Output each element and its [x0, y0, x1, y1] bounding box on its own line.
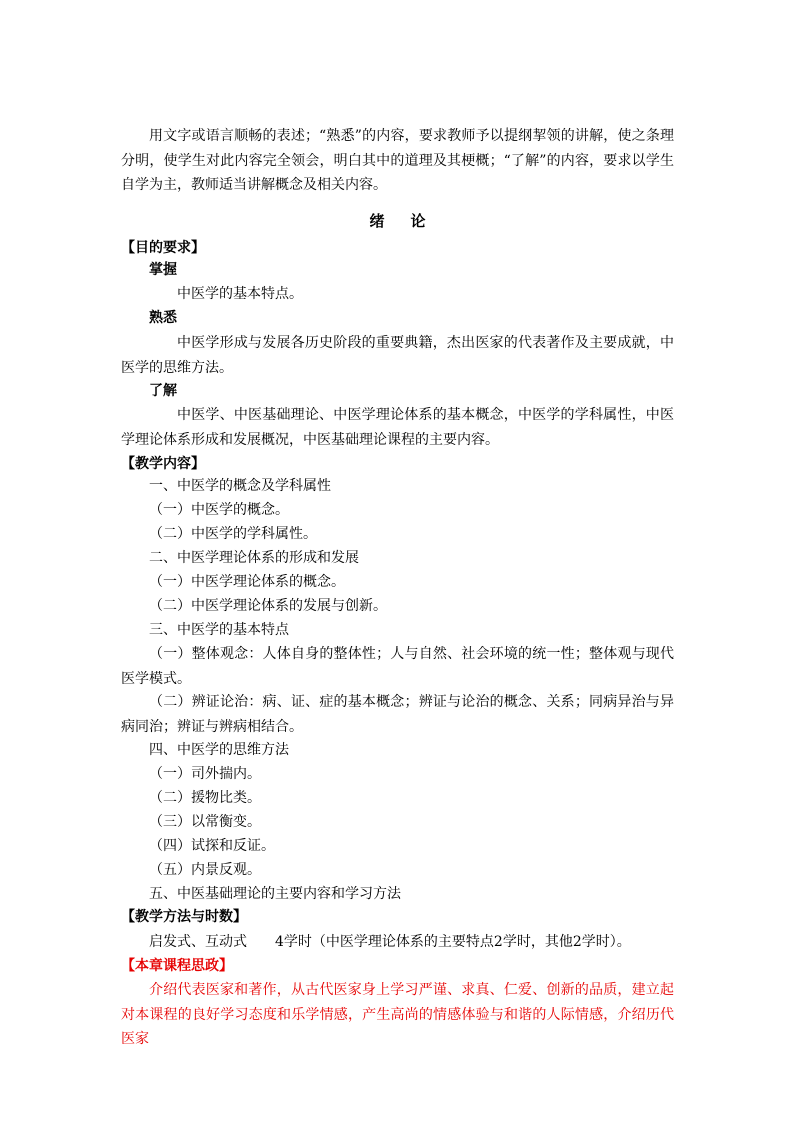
master-label: 掌握 [149, 262, 177, 278]
chapter-title: 绪论 [369, 212, 452, 230]
content-item: （一）司外揣内。 [149, 766, 261, 782]
content-item: （一）整体观念：人体自身的整体性；人与自然、社会环境的统一性；整体观与现代医学模式。 [121, 646, 674, 687]
master-text: 中医学的基本特点。 [177, 286, 303, 302]
content-item: （四）试探和反证。 [149, 838, 275, 854]
intro-paragraph: 用文字或语言顺畅的表述；“熟悉”的内容，要求教师予以提纲挈领的讲解，使之条理分明，使学生对此内容完全领会，明白其中的道理及其梗概；“了解”的内容，要求以学生自学为主，教师适当讲解概念及相关内容。 [121, 128, 674, 193]
understand-text: 中医学、中医基础理论、中医学理论体系的基本概念，中医学的学科属性，中医学理论体系形成和发展概况，中医基础理论课程的主要内容。 [121, 407, 674, 448]
content-item: （三）以常衡变。 [149, 814, 261, 830]
familiar-label: 熟悉 [149, 310, 177, 326]
content-item: （二）辨证论治：病、证、症的基本概念；辨证与论治的概念、关系；同病异治与异病同治；辨证与辨病相结合。 [121, 694, 674, 735]
content-item: （一）中医学的概念。 [149, 502, 289, 518]
content-item: （二）援物比类。 [149, 790, 261, 806]
understand-label: 了解 [149, 383, 177, 399]
content-item: 三、中医学的基本特点 [149, 622, 289, 638]
methods-text: 启发式、互动式 4学时（中医学理论体系的主要特点2学时，其他2学时）。 [149, 934, 631, 950]
methods-heading: 【教学方法与时数】 [121, 909, 247, 925]
content-item: 一、中医学的概念及学科属性 [149, 478, 331, 494]
content-item: （二）中医学理论体系的发展与创新。 [149, 598, 387, 614]
content-item: （二）中医学的学科属性。 [149, 526, 317, 542]
ideology-heading: 【本章课程思政】 [121, 958, 233, 974]
content-heading: 【教学内容】 [121, 456, 205, 472]
content-item: （一）中医学理论体系的概念。 [149, 574, 345, 590]
content-item: 四、中医学的思维方法 [149, 742, 289, 758]
content-item: 二、中医学理论体系的形成和发展 [149, 550, 359, 566]
objectives-heading: 【目的要求】 [121, 240, 205, 256]
familiar-text: 中医学形成与发展各历史阶段的重要典籍，杰出医家的代表著作及主要成就，中医学的思维方法。 [121, 335, 674, 376]
ideology-text: 介绍代表医家和著作，从古代医家身上学习严谨、求真、仁爱、创新的品质，建立起对本课程的良好学习态度和乐学情感，产生高尚的情感体验与和谐的人际情感，介绍历代医家 [121, 982, 674, 1047]
content-item: 五、中医基础理论的主要内容和学习方法 [149, 886, 401, 902]
content-item: （五）内景反观。 [149, 862, 261, 878]
